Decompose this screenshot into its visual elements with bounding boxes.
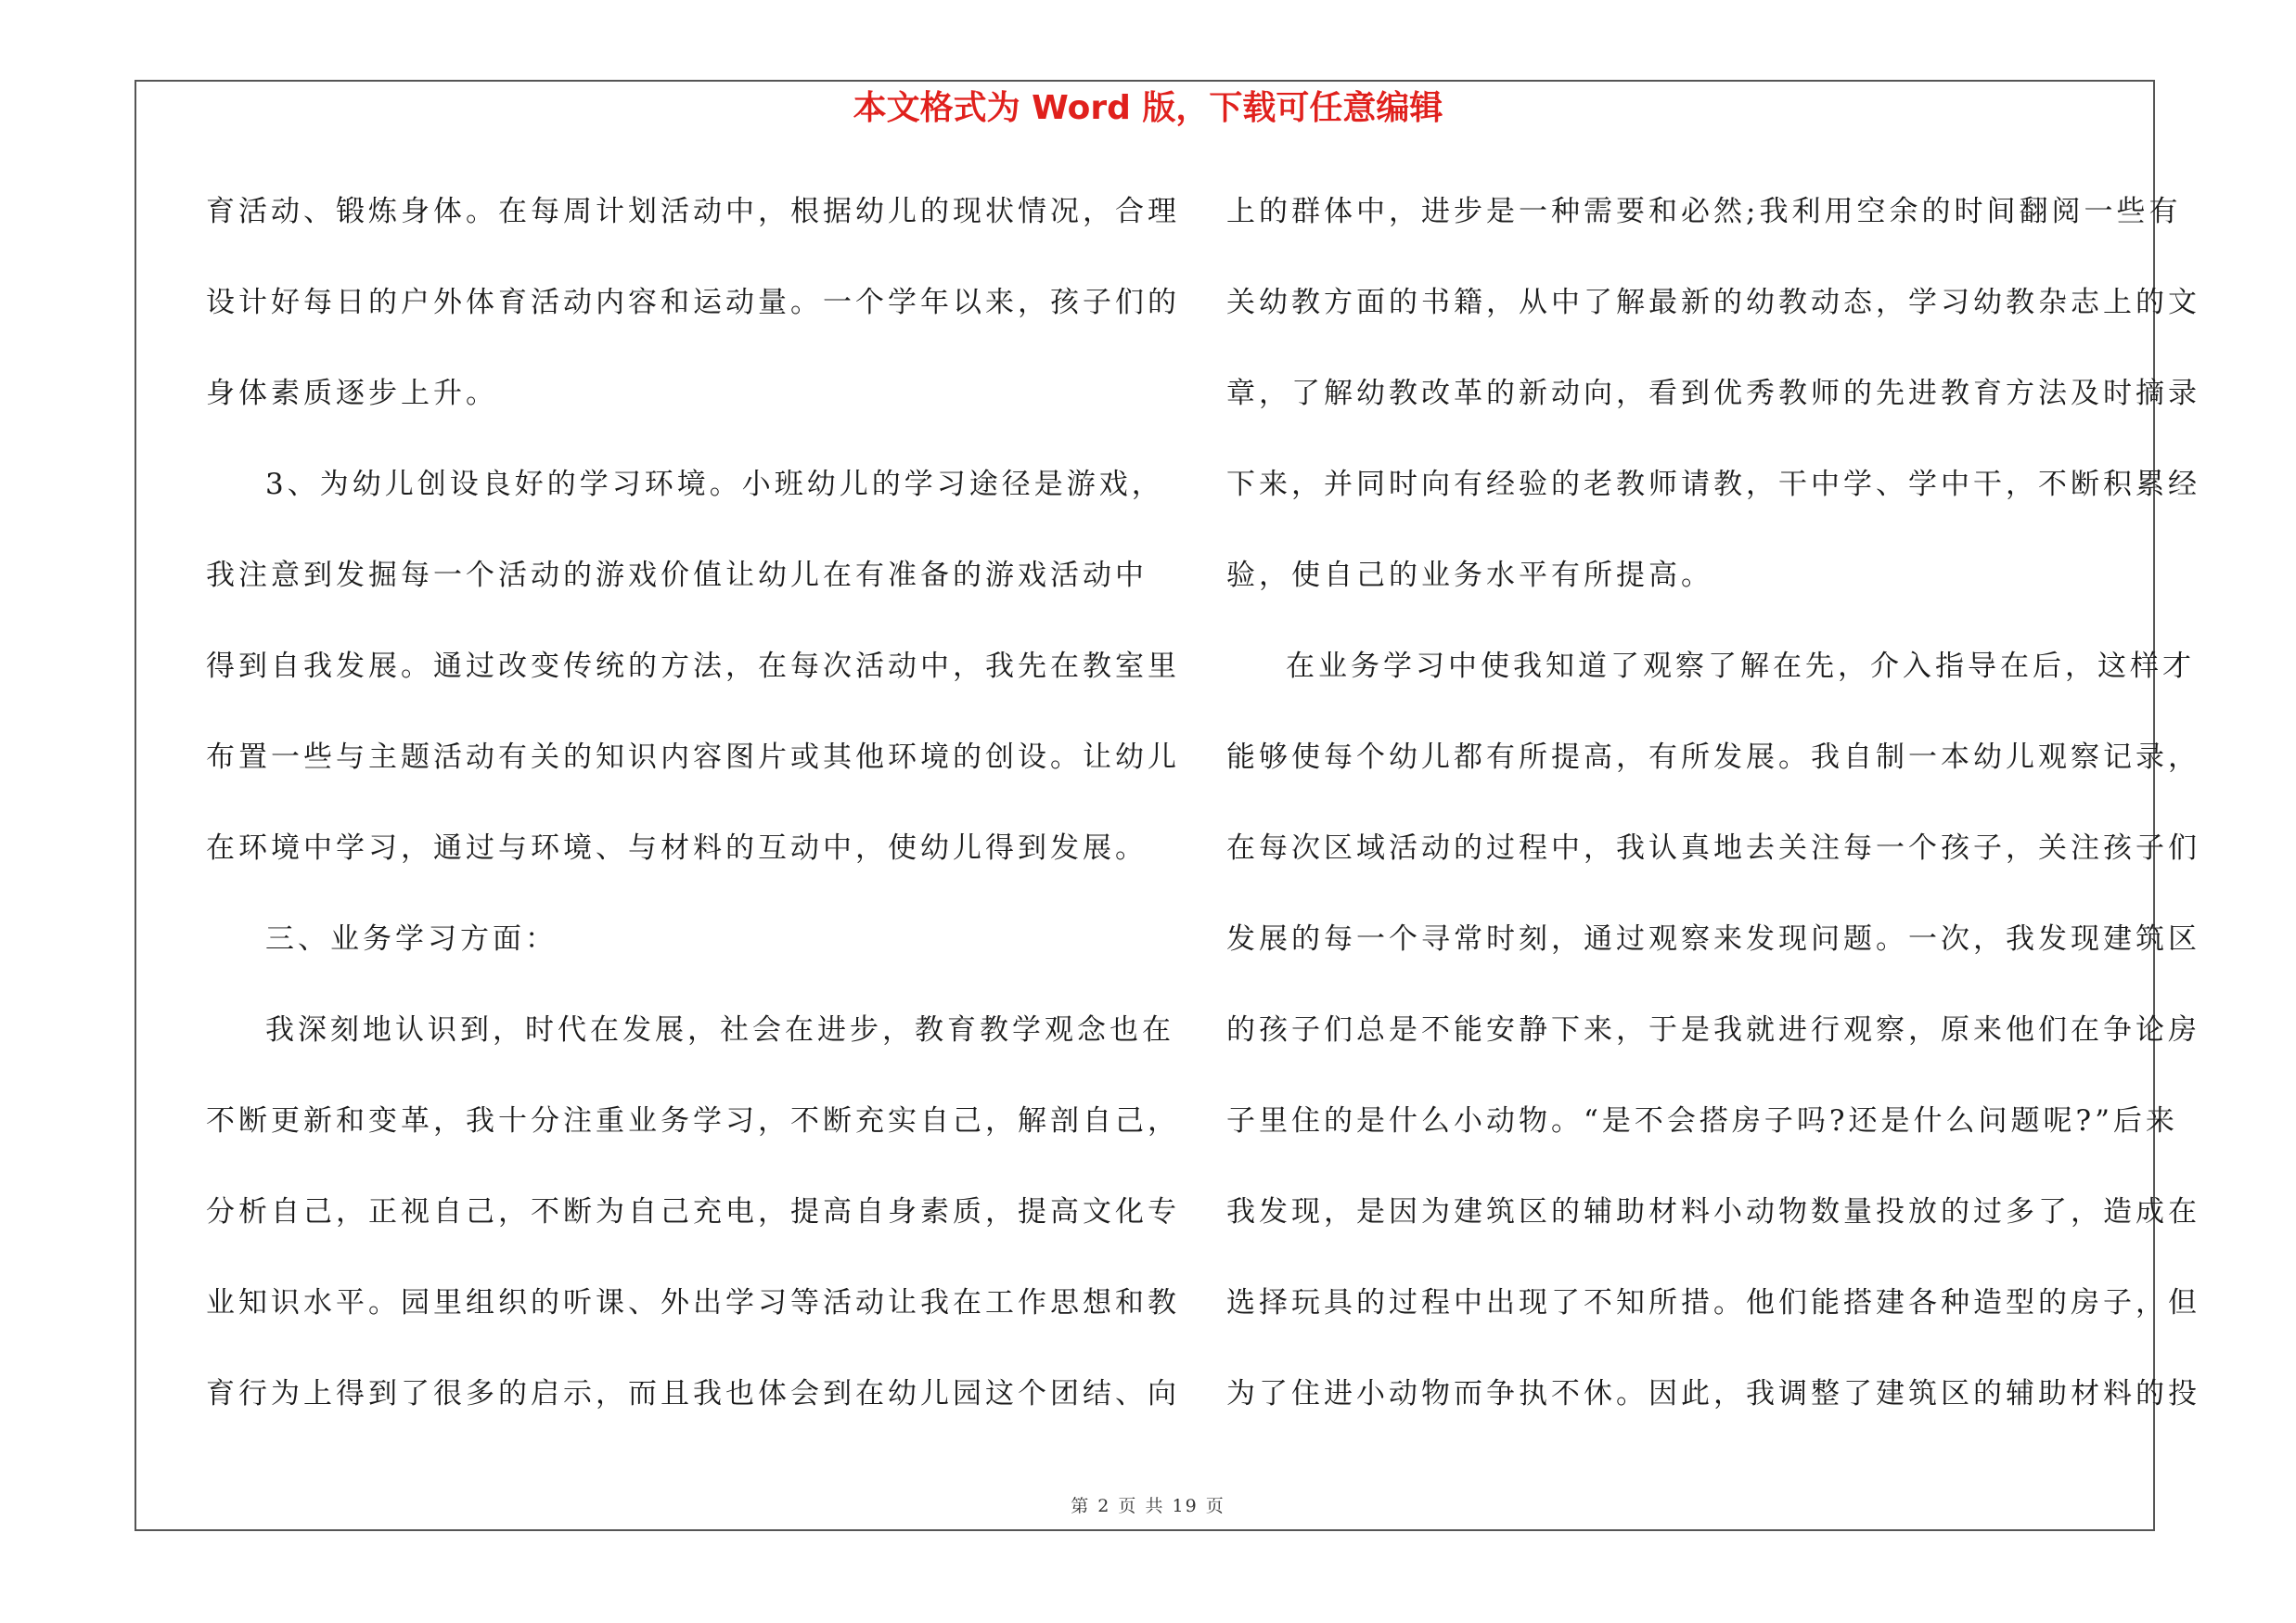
text-line: 育活动、锻炼身体。在每周计划活动中，根据幼儿的现状情况，合理 [206, 195, 1180, 228]
text-line: 为了住进小动物而争执不休。因此，我调整了建筑区的辅助材料的投 [1226, 1377, 2200, 1410]
text-line: 布置一些与主题活动有关的知识内容图片或其他环境的创设。让幼儿 [206, 741, 1180, 774]
text-line: 设计好每日的户外体育活动内容和运动量。一个学年以来，孩子们的 [206, 286, 1180, 319]
left-column [206, 186, 1180, 1459]
text-line: 子里住的是什么小动物。“是不会搭房子吗?还是什么问题呢?”后来 [1226, 1104, 2178, 1138]
text-line: 业知识水平。园里组织的听课、外出学习等活动让我在工作思想和教 [206, 1286, 1180, 1320]
page-number: 第 2 页 共 19 页 [1071, 1496, 1225, 1516]
text-line: 下来，并同时向有经验的老教师请教，干中学、学中干，不断积累经 [1226, 468, 2200, 501]
text-line: 得到自我发展。通过改变传统的方法，在每次活动中，我先在教室里 [206, 650, 1180, 683]
text-line: 验，使自己的业务水平有所提高。 [1226, 559, 1713, 592]
text-line: 在业务学习中使我知道了观察了解在先，介入指导在后，这样才 [1286, 650, 2195, 683]
text-line: 能够使每个幼儿都有所提高，有所发展。我自制一本幼儿观察记录， [1226, 741, 2200, 774]
text-line: 育行为上得到了很多的启示，而且我也体会到在幼儿园这个团结、向 [206, 1377, 1180, 1410]
text-line: 我注意到发掘每一个活动的游戏价值让幼儿在有准备的游戏活动中 [206, 559, 1148, 592]
text-line: 3、为幼儿创设良好的学习环境。小班幼儿的学习途径是游戏， [265, 468, 1164, 501]
text-line: 我深刻地认识到，时代在发展，社会在进步，教育教学观念也在 [265, 1013, 1174, 1047]
text-line: 的孩子们总是不能安静下来，于是我就进行观察，原来他们在争论房 [1226, 1013, 2200, 1047]
text-line: 上的群体中，进步是一种需要和必然;我利用空余的时间翻阅一些有 [1226, 195, 2182, 228]
format-banner: 本文格式为 Word 版，下载可任意编辑 [853, 89, 1443, 127]
text-line: 关幼教方面的书籍，从中了解最新的幼教动态，学习幼教杂志上的文 [1226, 286, 2200, 319]
text-line: 分析自己，正视自己，不断为自己充电，提高自身素质，提高文化专 [206, 1195, 1180, 1229]
text-line: 不断更新和变革，我十分注重业务学习，不断充实自己，解剖自己， [206, 1104, 1180, 1138]
text-line: 章，了解幼教改革的新动向，看到优秀教师的先进教育方法及时摘录 [1226, 377, 2200, 410]
text-line: 身体素质逐步上升。 [206, 377, 498, 410]
text-line: 三、业务学习方面： [265, 922, 558, 956]
text-line: 在每次区域活动的过程中，我认真地去关注每一个孩子，关注孩子们 [1226, 831, 2200, 865]
text-line: 发展的每一个寻常时刻，通过观察来发现问题。一次，我发现建筑区 [1226, 922, 2200, 956]
text-line: 选择玩具的过程中出现了不知所措。他们能搭建各种造型的房子，但 [1226, 1286, 2200, 1320]
text-line: 我发现，是因为建筑区的辅助材料小动物数量投放的过多了，造成在 [1226, 1195, 2200, 1229]
right-column [1226, 186, 2200, 1459]
text-line: 在环境中学习，通过与环境、与材料的互动中，使幼儿得到发展。 [206, 831, 1148, 865]
